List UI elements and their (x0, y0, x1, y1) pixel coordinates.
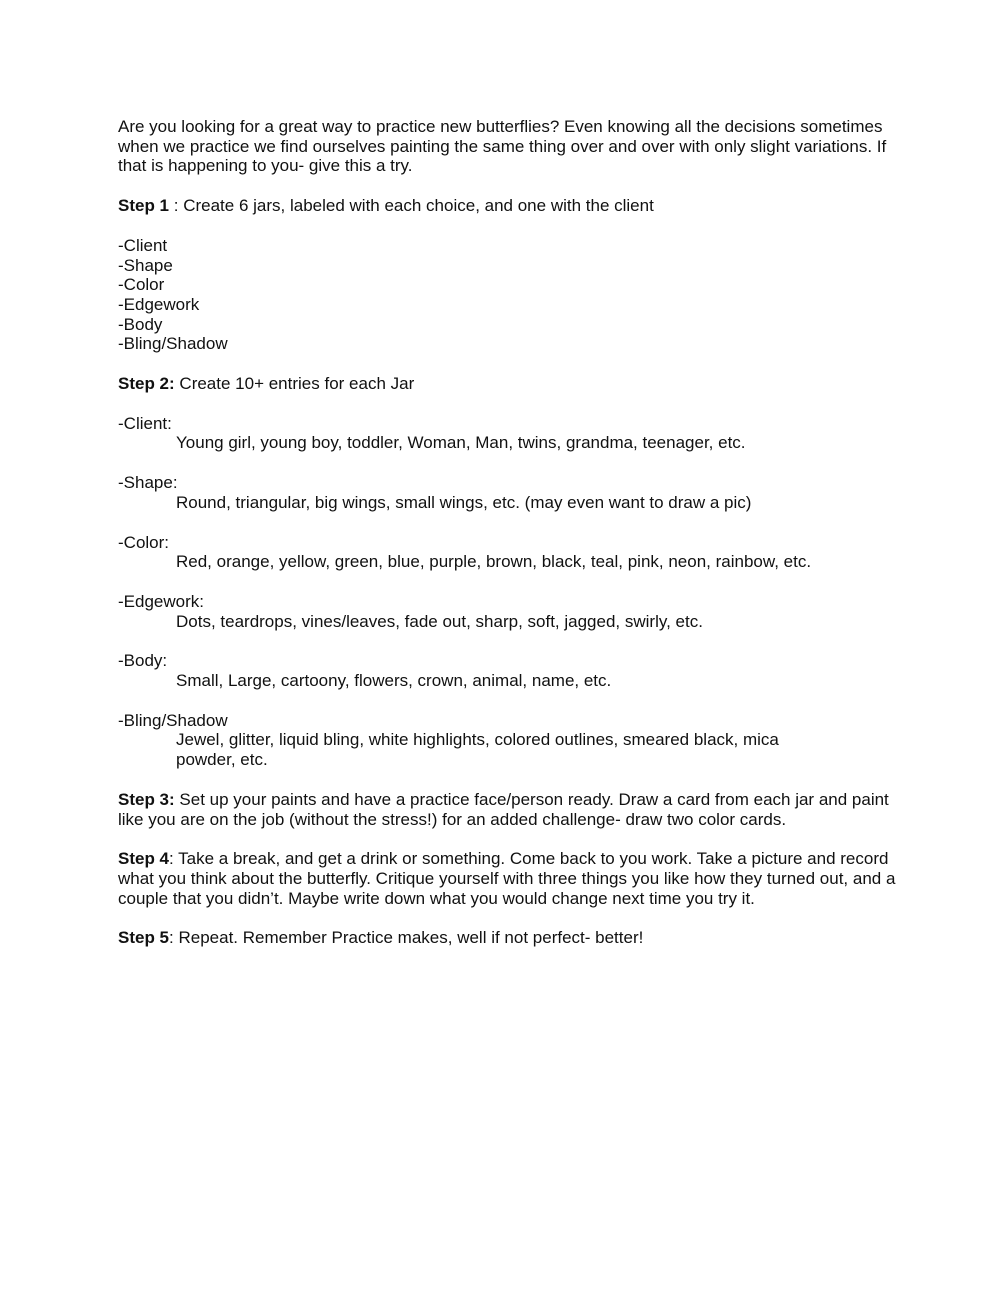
step-2-label: Step 2: (118, 374, 175, 394)
step-5-paragraph (118, 928, 898, 948)
step-1-label: Step 1 (118, 196, 170, 216)
entry-heading: -Body: (118, 651, 168, 671)
jar-item-body: -Body (118, 314, 163, 334)
entry-text: Jewel, glitter, liquid bling, white highlights, colored outlines, smeared black, mica powder, etc. (176, 730, 779, 770)
entry-text: Young girl, young boy, toddler, Woman, Man, twins, grandma, teenager, etc. (176, 433, 746, 453)
step-3-paragraph (118, 790, 898, 829)
jar-item-edgework: -Edgework (118, 294, 200, 314)
entry-heading: -Client: (118, 413, 172, 433)
entry-heading: -Shape: (118, 473, 178, 493)
step-5-text: : Repeat. Remember Practice makes, well if not perfect- better! (169, 928, 644, 948)
step-1-text: : Create 6 jars, labeled with each choice, and one with the client (169, 196, 654, 216)
entry-heading: -Color: (118, 532, 170, 552)
entry-bling-shadow (118, 711, 898, 770)
entry-text: Round, triangular, big wings, small wings, etc. (may even want to draw a pic) (176, 492, 752, 512)
entry-heading: -Bling/Shadow (118, 710, 228, 730)
step-3-label: Step 3: (118, 789, 175, 809)
jar-item-color: -Color (118, 275, 165, 295)
entry-body (118, 651, 898, 690)
jar-item-shape: -Shape (118, 255, 173, 275)
step-3-text: Set up your paints and have a practice face/person ready. Draw a card from each jar and paint like you are on the job (without the stress!) for an added challenge- draw two color cards. (118, 789, 889, 829)
step-4-label: Step 4 (118, 849, 170, 869)
jar-list (118, 236, 898, 354)
step-5-label: Step 5 (118, 928, 170, 948)
entry-shape (118, 473, 898, 512)
jar-item-bling-shadow: -Bling/Shadow (118, 334, 228, 354)
jar-item-client: -Client (118, 235, 168, 255)
step-4-paragraph (118, 849, 898, 908)
step-1-paragraph (118, 196, 898, 216)
intro-paragraph: Are you looking for a great way to practice new butterflies? Even knowing all the decisions sometimes when we practice we find ourselves painting the same thing over and over with only slight variations. If that is happening to you- give this a try. (118, 117, 887, 176)
document-page (118, 117, 898, 968)
step-2-paragraph (118, 374, 898, 394)
step-2-text: Create 10+ entries for each Jar (174, 374, 415, 394)
step-4-text: : Take a break, and get a drink or something. Come back to you work. Take a picture and record what you think about the butterfly. Critique yourself with three things you like how they turned out, and a couple that you didn’t. Maybe write down what you would change next time you try it. (118, 849, 896, 908)
entry-heading: -Edgework: (118, 591, 204, 611)
entry-text: Small, Large, cartoony, flowers, crown, animal, name, etc. (176, 671, 612, 691)
entry-client (118, 414, 898, 453)
entry-text: Dots, teardrops, vines/leaves, fade out, sharp, soft, jagged, swirly, etc. (176, 611, 703, 631)
entry-color (118, 533, 898, 572)
entry-edgework (118, 592, 898, 631)
entry-text: Red, orange, yellow, green, blue, purple, brown, black, teal, pink, neon, rainbow, etc. (176, 552, 812, 572)
